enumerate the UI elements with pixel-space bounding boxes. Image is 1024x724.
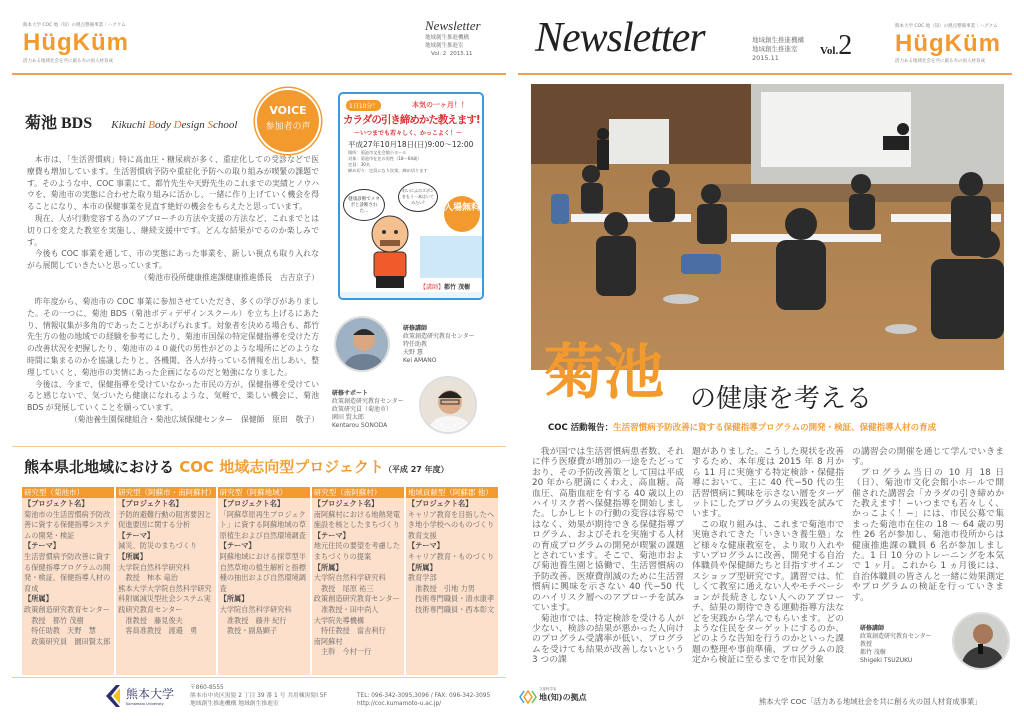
- voice-heading: [25, 110, 237, 133]
- person-card-sonoda: [332, 390, 404, 430]
- flyer-date: 平成27年10月18日(日)9:00〜12:00: [348, 140, 474, 149]
- project-theme: キャリア教育・ものづくり: [407, 551, 495, 561]
- article-column-3: [852, 447, 1004, 603]
- label-project-name: 【プロジェクト名】: [118, 499, 183, 508]
- photo-kentarou-sonoda: [419, 376, 477, 434]
- text: 我が国では生活習慣病患者数、それに伴う医療費が増加の一途をたどっており、その予防改善策として国は平成 20 年から肥満にくわえ、高血糖、高血圧、高脂血症を有する 40 歳以上のハイリスク者へ保健指導を開始しました。しかしヒトの行動の変容は容易ではなく、効果が期待できる保健指導プログラム、およびそれを実施する人材の育成プログラムの開発が喫緊の課題とされています。そこで、菊池市および菊池養生園と協働で、生活習慣病の予防改善、医療費削減のために生活習慣病に興味を示さない 40 代−50 代のハイリスク層へのアプローチを試みています。: [532, 447, 684, 614]
- subtitle-part: D: [173, 119, 182, 131]
- section-divider: [12, 446, 506, 447]
- label-project-name: 【プロジェクト名】: [313, 499, 379, 508]
- header-divider: [12, 73, 506, 75]
- footer-divider: [12, 677, 506, 678]
- voice-subtitle: [111, 119, 237, 131]
- newsletter-title: Newsletter: [425, 18, 481, 33]
- person-name: 園田 賢太郎: [332, 414, 364, 421]
- project-theme: 生活習慣病予防改善に資する保健指導プログラムの開発・検証、保健指導人材の育成: [24, 551, 111, 593]
- phone-fax: TEL: 096-342-3095,3096 / FAX: 096-342-3095: [357, 693, 491, 699]
- free-admission-badge: 入場無料: [444, 196, 480, 232]
- voice-badge-en: VOICE: [269, 104, 307, 117]
- label-project-name: 【プロジェクト名】: [24, 499, 89, 508]
- affiliation-line: 大学院自然科学研究科: [313, 573, 386, 583]
- kumamoto-univ-logo-mark: [104, 685, 120, 707]
- affiliation-line: 技術専門職員・清水康孝: [415, 594, 495, 604]
- person-role: 研修講師: [860, 625, 885, 632]
- voice-title: 菊池 BDS: [25, 115, 93, 132]
- subtitle-part: B: [148, 119, 155, 131]
- person-name-en: Shigeki TSUZUKU: [860, 657, 913, 664]
- voice-paragraph-1: [27, 154, 319, 284]
- project-column-body: [406, 498, 498, 617]
- footer-contact: [357, 692, 490, 708]
- flyer-info-line: 締め切り：定員になり次第、締め切ります: [348, 168, 428, 173]
- project-name: 南阿蘇村における地熱発電施設を核としたまちづくり: [313, 509, 401, 530]
- feature-title-rest: の健康を考える: [690, 384, 873, 414]
- label-theme: 【テーマ】: [24, 541, 60, 551]
- project-column-header: 地域貢献型（阿蘇郡 他）: [406, 487, 498, 498]
- text: この取り組みは、これまで菊池市で実施されてきた「いきいき養生塾」など様々な健康教室を、より取り入れやすいプログラムに改善、開発する自治体職員や保健師たちと目指すサイエンスショップ型研究です。講習では、忙しくて教室に通えない人やモチベーションが長続きしない人へのアプローチ、結果の期待できる運動指導方法などを実践から学んでもらいます。どのような住民をターゲットにするのか、どのような告知を行うのかといった課題の整理や事前準備、プログラムの設定から検証に至るまでを市民対象: [692, 519, 844, 666]
- person-role: 研修サポート: [332, 390, 369, 397]
- department: 地域創生推進機構 地域創生推進室: [190, 701, 279, 707]
- hug-sub-text: 活力ある地域社会を共に創る火の国人材育成: [895, 59, 985, 64]
- label-affiliation: 【所属】: [118, 551, 147, 561]
- header-divider: [518, 73, 1012, 75]
- project-column-body: [312, 498, 404, 659]
- project-column-header: 研究型（菊池市）: [22, 487, 114, 498]
- thought-bubble: おいにふのズボンをもう一本はいてみたい!: [398, 182, 438, 212]
- affiliation-line: 特任教授 當舎利行: [320, 626, 386, 636]
- affiliation-line: 大学院自然科学研究科: [118, 562, 191, 572]
- text: 今後も COC 事業を通して、市の実態にあった事業を、新しい視点も取り入れながら展開していきたいと思っています。: [27, 249, 319, 271]
- photo-shigeki-tsuzuku: [952, 612, 1010, 670]
- article-column-2: [692, 447, 844, 666]
- project-column-body: [116, 498, 216, 638]
- person-title: 教授: [860, 641, 873, 648]
- affiliation-line: 熊本大学大学院自然科学研究科附属減災型社会システム実践研究教育センター: [118, 583, 212, 614]
- vol-label: Vol.: [820, 45, 839, 57]
- project-name: 菊池市の生活習慣病予防改善に資する保健指導システムの開発・検証: [24, 509, 111, 540]
- volume: Vol. 2: [431, 51, 447, 57]
- flyer-info-line: 定員：30名: [348, 162, 371, 167]
- affiliation-line: 政策研究員 園田賢太郎: [31, 636, 111, 646]
- footer-address: [190, 684, 327, 708]
- workshop-photo: [531, 84, 1004, 370]
- project-column: [22, 487, 114, 675]
- newsletter-title-large: Newsletter: [535, 15, 705, 61]
- text: 今後は、今まで、保健指導を受けていなかった市民の方が、保健指導を受けていると感じないで、気づいたら健康になれるような、気軽で、楽しい機会に、菊池 BDS が発展していくことを願っています。: [27, 379, 319, 413]
- project-name: 「阿蘇草原再生プロジェクト」に資する阿蘇地域の草原植生および自然環境調査: [219, 509, 306, 540]
- person-org: 政策創造研究教育センター: [403, 333, 475, 340]
- affiliation-line: 政策創造研究教育センター: [313, 594, 400, 604]
- masthead-org: [752, 36, 804, 63]
- dept-name: 地域創生推進室: [752, 45, 798, 53]
- person-card-amano: [403, 325, 475, 365]
- affiliation-line: 大学院自然科学研究科: [219, 604, 292, 614]
- affiliation-line: 准教授・田中尚人: [320, 604, 379, 614]
- affiliation-line: 准教授 引地 力男: [415, 583, 475, 593]
- person-card-tsuzuku: [860, 625, 932, 665]
- event-flyer: [338, 92, 484, 300]
- affiliation-line: 准教授 藤見俊夫: [125, 615, 183, 625]
- projects-title-b: COC 地域志向型プロジェクト: [179, 458, 384, 476]
- lecturer-name: 都竹 茂樹: [444, 284, 471, 291]
- affiliation-line: 特任助教 天野 慧: [31, 626, 96, 636]
- feature-subtitle-text: 生活習慣病予防改善に資する保健指導プログラムの開発・検証、保健指導人材の育成: [613, 423, 937, 433]
- hug-top-text: 熊本大学 COC 地（知）の拠点整備事業｜ハグクム: [23, 23, 126, 28]
- feature-title-kikuchi: 菊池: [544, 338, 664, 408]
- project-column-header: 研究型（南阿蘇村）: [312, 487, 404, 498]
- issue-date: 2015.11: [449, 51, 473, 57]
- org-name: 地域創生推進機構: [425, 35, 470, 41]
- project-column-header: 研究型（阿蘇地域）: [218, 487, 310, 498]
- photo-kei-amano: [334, 316, 390, 372]
- affiliation-line: 南阿蘇村: [313, 636, 343, 646]
- project-theme: 減災、防災のまちづくり: [118, 541, 198, 551]
- vol-num: 2: [838, 30, 853, 61]
- person-role: 研修講師: [403, 325, 428, 332]
- issue-date: 2015.11: [752, 54, 779, 62]
- subtitle-part: S: [207, 119, 214, 131]
- right-page: [512, 0, 1024, 724]
- voice-badge-jp: 参加者の声: [265, 122, 311, 132]
- affiliation-line: 客員准教授 渡邉 勇: [125, 626, 198, 636]
- feature-label: COC 活動報告：: [548, 423, 614, 433]
- lecturer-label: 【講師】: [420, 284, 445, 291]
- affiliation-line: 教授・副島顕子: [226, 626, 278, 636]
- project-column: [312, 487, 404, 675]
- label-affiliation: 【所属】: [313, 562, 343, 572]
- project-column-header: 研究型（阿蘇市・南阿蘇村）: [118, 488, 216, 497]
- flyer-description-box: [420, 236, 482, 278]
- footer-tagline: 熊本大学 COC「活力ある地域社会を共に創る火の国人材育成事業」: [759, 697, 982, 706]
- flyer-footer: [340, 292, 484, 300]
- label-theme: 【テーマ】: [219, 541, 256, 551]
- article-column-1: [532, 447, 684, 666]
- project-theme: 阿蘇地域における採草型半自然草地の植生解析と指標種の抽出および自然環境調査: [219, 551, 306, 593]
- hug-top-text: 熊本大学 COC 地（知）の拠点整備事業｜ハグクム: [895, 24, 998, 29]
- mascot-illustration: [360, 212, 420, 292]
- projects-title-year: （平成 27 年度）: [383, 465, 449, 474]
- hugkum-logo: HügKüm: [895, 30, 1001, 57]
- feature-subtitle: [548, 421, 936, 433]
- kumamoto-univ-logo: [126, 685, 174, 706]
- person-name-en: Kentarou SONODA: [332, 422, 388, 429]
- text: 菊池市では、特定検診を受ける人が少ない、検診の結果が悪かった人向けのプログラム受講率が低い、プログラムを受けても結果が改善しないという 3 つの課: [532, 613, 684, 666]
- text: 題がありました。こうした現状を改善するため、本年度は 2015 年 8 月から 11 月に実施する特定検診・保健指導において、主に 40 代−50 代の生活習慣病に興味を示さない層をターゲットにしたプログラムの実践を試みています。: [692, 447, 844, 520]
- affiliation-line: 大学院先導機構: [313, 615, 365, 625]
- text: 現在、人が行動変容する為のアプローチの方法や支援の方法など、これまでとは切り口を変えた教室を実施し、継続支援中です。どんな結果がでるのか楽しみです。: [27, 213, 319, 247]
- person-name: 都竹 茂樹: [860, 649, 886, 656]
- flyer-info-line: 対象：菊池市在住の男性（18〜64歳）: [348, 156, 422, 161]
- coc-logo-mark: [519, 690, 537, 704]
- flyer-info-line: 場所：菊池市文化会館小ホール: [348, 150, 407, 155]
- label-project-name: 【プロジェクト名】: [407, 499, 473, 508]
- project-name: 予防的避難行動の阻害要因と促進要因に関する分析: [118, 509, 212, 530]
- affiliation-line: 教育学部: [407, 573, 437, 583]
- flyer-info: [348, 150, 428, 174]
- speech-bubble: 健康診断でメタボと診断された…: [343, 189, 385, 221]
- text: プログラム当日の 10 月 18 日（日）、菊池市文化会館小ホールで開催された講習会「カラダの引き締めかた教えます！−いつまでも若々しく、かっこよく！−」には、市民公募で集まった菊池市在住の 18 〜 64 歳の男性 26 名が参加し、菊池市役所からは健康推進課の職員 6 名が参加しました。1 日 10 分のトレーニングを本気で 1 ヶ月。これから 1 ヵ月後には、自治体職員の皆さんと一緒に効果測定やプログラムの検証を行っていきます。: [852, 467, 1004, 603]
- label-theme: 【テーマ】: [313, 530, 350, 540]
- project-column-body: [22, 498, 114, 648]
- flyer-badge: 1日10分！: [346, 100, 381, 111]
- project-column: [218, 487, 310, 675]
- label-theme: 【テーマ】: [407, 541, 444, 551]
- newsletter-masthead-small: [425, 18, 481, 58]
- volume-number: [820, 30, 852, 62]
- coc-logo: [539, 687, 587, 703]
- affiliation-line: 技術専門職員・西本彰文: [415, 604, 495, 614]
- flyer-lecturer: [420, 282, 470, 291]
- signature-2: （菊池養生園保健組合・菊池広域保健センター 保健師 原田 敬子）: [69, 414, 319, 424]
- person-name-en: Kei AMANO: [403, 357, 437, 364]
- flyer-sub: －いつまでも若々しく、かっこよく！－: [354, 130, 462, 137]
- website-link[interactable]: http://coc.kumamoto-u.ac.jp/: [357, 701, 442, 707]
- dept-name: 地域創生推進室: [425, 43, 464, 49]
- projects-table: [22, 487, 498, 675]
- person-org: 政策創造研究教育センター: [860, 633, 932, 640]
- subtitle-part: esign: [181, 119, 208, 131]
- project-column: [406, 487, 498, 675]
- hugkum-logo: HügKüm: [23, 29, 129, 56]
- project-column-body: [218, 498, 310, 638]
- text: の講習会の開催を通じて学んでいきます。: [852, 447, 1004, 468]
- subtitle-part: Kikuchi: [111, 119, 149, 131]
- project-column: [116, 487, 216, 675]
- person-title: 特任助教: [403, 341, 428, 348]
- label-project-name: 【プロジェクト名】: [219, 499, 285, 508]
- project-theme: 地元住民の要望を考慮したまちづくりの提案: [313, 541, 401, 561]
- label-affiliation: 【所属】: [219, 594, 249, 604]
- projects-title: [24, 456, 449, 477]
- projects-title-a: 熊本県北地域における: [24, 458, 180, 476]
- affiliation-line: 准教授 藤井 紀行: [226, 615, 287, 625]
- address: 熊本市中央区黒髪 2 丁目 39 番 1 号 共用棟黒髪Ⅰ 5F: [190, 693, 327, 699]
- label-affiliation: 【所属】: [24, 594, 53, 604]
- hug-sub-text: 活力ある地域社会を共に創る火の国人材育成: [23, 59, 113, 64]
- text: 昨年度から、菊池市の COC 事業に参加させていただき、多くの学びがありました。その一つに、菊池 BDS（菊池ボディデザインスクール）を立ち上げるにあたり、情報収集が多角的であったことがあげられます。対象者を決める場合も、都竹先生方の他の地域での経験を参考にしたり、菊池市国保の特定保健指導を受けた方の改善状況を把握したり、菊池市の４０歳代の男性がどのような場所にどのような時間に集まるのかを協議したりと、各機関、各人が持っている情報を出しあい、整理していくと、菊池市の実情にあった企画になるのだと勉強になりました。: [27, 297, 319, 377]
- person-org: 政策創造研究教育センター: [332, 398, 404, 405]
- coc-logo-text: 地(知)の拠点: [539, 692, 587, 702]
- subtitle-part: ody: [154, 119, 174, 131]
- project-name: キャリア教育を目指したへき地小学校へのものづくり教育支援: [407, 509, 495, 540]
- affiliation-line: 政策創造研究教育センター: [24, 604, 110, 614]
- univ-name-en: Kumamoto University: [126, 702, 164, 706]
- affiliation-line: 教授 尾原 祐三: [320, 583, 374, 593]
- subtitle-part: chool: [213, 119, 238, 131]
- label-theme: 【テーマ】: [118, 530, 155, 540]
- univ-name-jp: 熊本大学: [126, 687, 175, 701]
- person-title: 政策研究員（菊池市）: [332, 406, 393, 413]
- label-affiliation: 【所属】: [407, 562, 437, 572]
- volume-line: [425, 50, 481, 58]
- affiliation-line: 教授 都竹 茂樹: [31, 615, 84, 625]
- voice-badge: [255, 88, 321, 154]
- flyer-headline: カラダの引き締めかた教えます!: [343, 114, 480, 126]
- person-name: 天野 慧: [403, 349, 423, 356]
- signature-1: （菊池市役所健康推進課健康推進係長 古吉京子）: [139, 272, 319, 282]
- voice-paragraph-2: [27, 296, 319, 426]
- org-name: 地域創生推進機構: [752, 36, 804, 44]
- affiliation-line: 教授 柿本 竜治: [125, 573, 178, 583]
- text: 本市は、「生活習慣病」特に高血圧・糖尿病が多く、重症化しての受診などで医療費も増加しています。生活習慣病予防や重症化予防への取り組みが喫緊の課題です。そのような中、COC 事業にて、都竹先生や天野先生のこれまでの実績とノウハウを、菊池市の実態に合わせた取り組みに活かし、一緒に作り上げていく機会を得ることになり、本市の保健事業を見直す絶好の機会をもらえたと思っています。: [27, 155, 319, 212]
- coc-logo-small: 文部科学省: [539, 687, 557, 691]
- postal-code: 〒860-8555: [190, 685, 224, 691]
- flyer-tag: 本気の一ヶ月！！: [412, 101, 468, 109]
- affiliation-line: 主幹 今村一行: [320, 647, 372, 657]
